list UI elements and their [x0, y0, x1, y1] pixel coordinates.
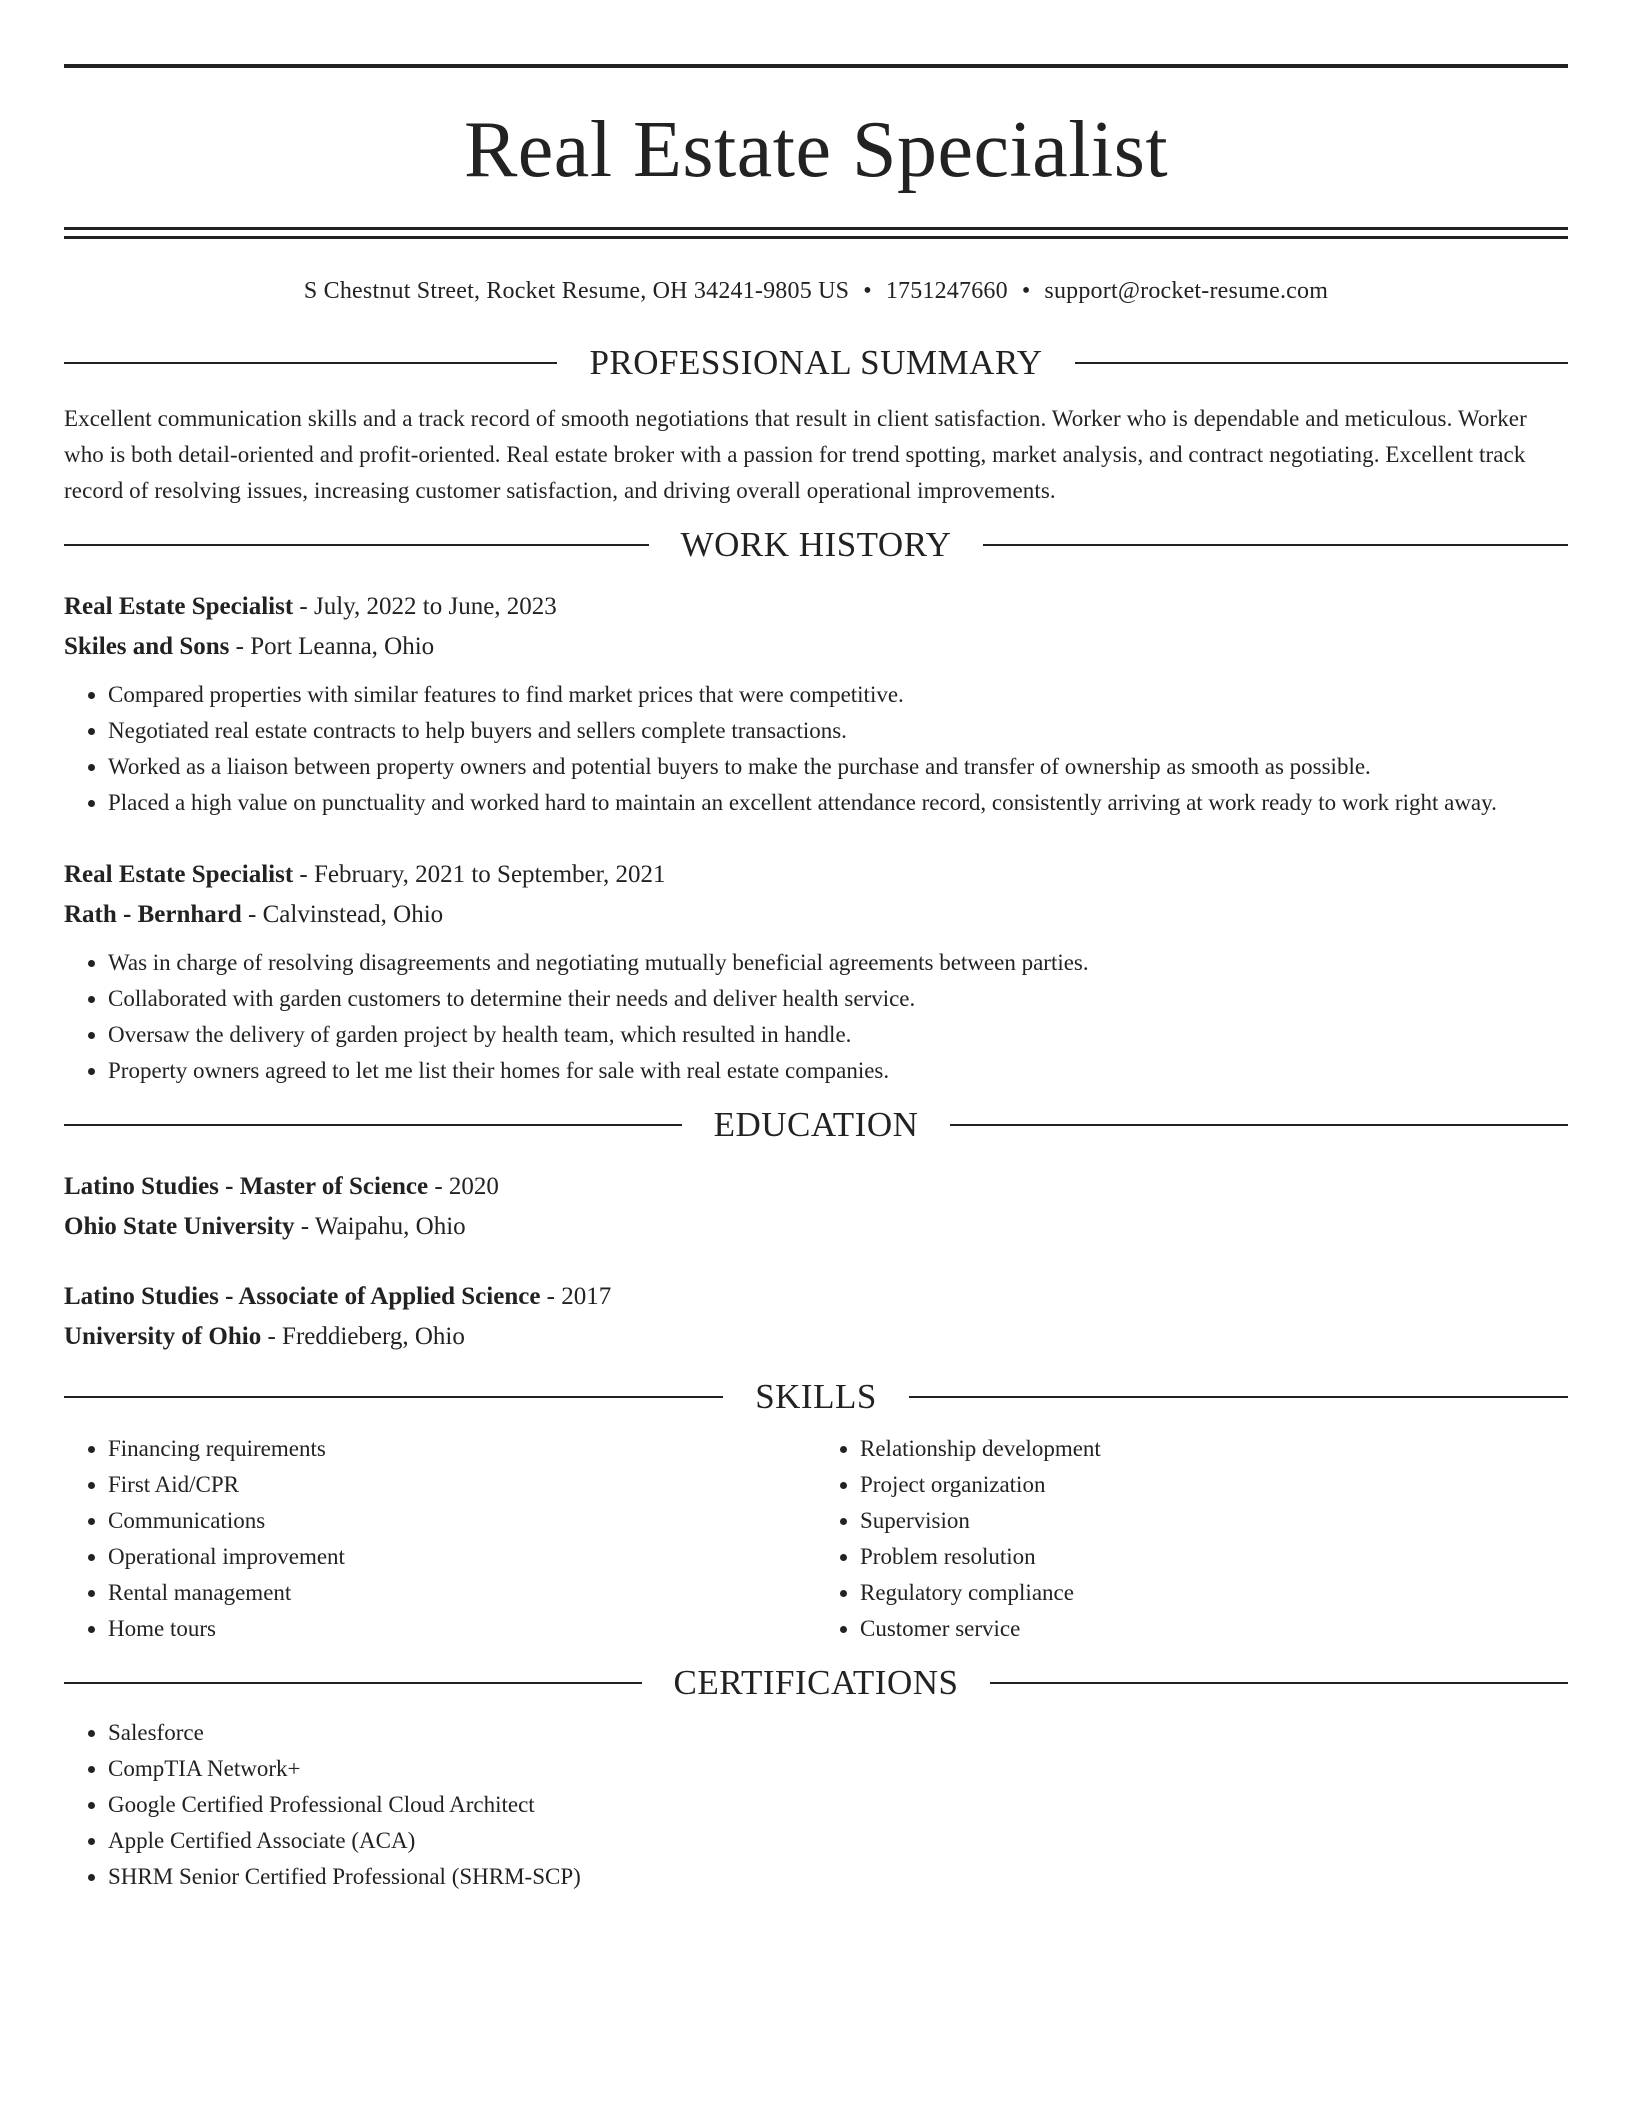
job-title-line — [64, 855, 1568, 895]
skill-item: • Customer service — [860, 1611, 1568, 1647]
contact-line — [64, 275, 1568, 307]
school-location: - Freddieberg, Ohio — [261, 1323, 465, 1350]
skill-item: • Project organization — [860, 1467, 1568, 1503]
job-bullets — [64, 945, 1568, 1089]
contact-separator: • — [863, 278, 872, 304]
skill-item: • Problem resolution — [860, 1539, 1568, 1575]
list-item: • Placed a high value on punctuality and worked hard to maintain an excellent attendance record, consistently arriving at work ready to work right away. — [108, 785, 1568, 821]
school-location: - Waipahu, Ohio — [294, 1213, 466, 1240]
degree: Latino Studies - Master of Science — [64, 1173, 429, 1200]
skill-item: • Rental management — [108, 1575, 816, 1611]
list-item: • Property owners agreed to let me list their homes for sale with real estate companies. — [108, 1053, 1568, 1089]
certification-item: • CompTIA Network+ — [108, 1751, 1568, 1787]
job-dates: - July, 2022 to June, 2023 — [293, 593, 557, 620]
header-top-rule — [64, 64, 1568, 68]
degree-year: - 2017 — [540, 1283, 612, 1310]
section-header-education — [64, 1103, 1568, 1147]
contact-address: S Chestnut Street, Rocket Resume, OH 34241-9805 US — [303, 278, 850, 304]
contact-phone: 1751247660 — [885, 278, 1008, 304]
education-entry — [64, 1277, 1568, 1357]
section-divider — [64, 544, 649, 546]
job-location: - Port Leanna, Ohio — [229, 633, 435, 660]
section-divider — [990, 1682, 1568, 1684]
contact-separator: • — [1021, 278, 1031, 304]
skills-list-left — [64, 1431, 816, 1647]
certification-item: • SHRM Senior Certified Professional (SHRM-SCP) — [108, 1859, 1568, 1895]
header-double-rule — [64, 227, 1568, 239]
list-item: • Was in charge of resolving disagreements and negotiating mutually beneficial agreements between parties. — [108, 945, 1568, 981]
degree-line — [64, 1277, 1568, 1317]
list-item: • Worked as a liaison between property owners and potential buyers to make the purchase and transfer of ownership as smooth as possible. — [108, 749, 1568, 785]
skill-item: • Home tours — [108, 1611, 816, 1647]
job-company: Rath - Bernhard — [64, 901, 242, 928]
contact-email: support@rocket-resume.com — [1044, 278, 1329, 304]
job-company-line — [64, 627, 1568, 667]
section-title-summary: PROFESSIONAL SUMMARY — [589, 343, 1043, 382]
skill-item: • Supervision — [860, 1503, 1568, 1539]
section-title-education: EDUCATION — [713, 1105, 919, 1144]
degree-year: - 2020 — [428, 1173, 499, 1200]
skill-item: • Operational improvement — [108, 1539, 816, 1575]
skill-item: • Financing requirements — [108, 1431, 816, 1467]
education-entry — [64, 1167, 1568, 1247]
section-divider — [950, 1124, 1568, 1126]
job-entry — [64, 587, 1568, 821]
skill-item: • Communications — [108, 1503, 816, 1539]
job-title-line — [64, 587, 1568, 627]
school-line — [64, 1207, 1568, 1247]
section-divider — [64, 1682, 642, 1684]
list-item: • Compared properties with similar features to find market prices that were competitive. — [108, 677, 1568, 713]
job-entry — [64, 855, 1568, 1089]
section-header-summary — [64, 341, 1568, 385]
list-item: • Collaborated with garden customers to determine their needs and deliver health service. — [108, 981, 1568, 1017]
job-location: - Calvinstead, Ohio — [241, 901, 444, 928]
skill-item: • Regulatory compliance — [860, 1575, 1568, 1611]
job-company-line — [64, 895, 1568, 935]
section-divider — [64, 1396, 723, 1398]
job-dates: - February, 2021 to September, 2021 — [293, 861, 666, 888]
certification-item: • Google Certified Professional Cloud Architect — [108, 1787, 1568, 1823]
summary-text: Excellent communication skills and a track record of smooth negotiations that result in client satisfaction. Worker who is dependable and meticulous. Worker who is both detail-oriented and profit-oriented. Real estate broker with a passion for trend spotting, market analysis, and contract negotiating. Excellent track record of resolving issues, increasing customer satisfaction, and driving overall operational improvements. — [64, 406, 1527, 503]
job-bullets — [64, 677, 1568, 821]
skill-item: • First Aid/CPR — [108, 1467, 816, 1503]
section-header-skills — [64, 1375, 1568, 1419]
resume-title: Real Estate Specialist — [463, 106, 1169, 194]
section-header-certifications — [64, 1661, 1568, 1705]
list-item: • Negotiated real estate contracts to help buyers and sellers complete transactions. — [108, 713, 1568, 749]
section-divider — [64, 362, 557, 364]
skills-columns — [64, 1431, 1568, 1647]
section-title-skills: SKILLS — [755, 1377, 877, 1416]
list-item: • Oversaw the delivery of garden project by health team, which resulted in handle. — [108, 1017, 1568, 1053]
job-company: Skiles and Sons — [64, 633, 230, 660]
section-title-certifications: CERTIFICATIONS — [673, 1663, 959, 1702]
section-divider — [64, 1124, 682, 1126]
section-divider — [909, 1396, 1568, 1398]
job-title: Real Estate Specialist — [64, 593, 294, 620]
section-header-work — [64, 523, 1568, 567]
degree: Latino Studies - Associate of Applied Science — [64, 1283, 541, 1310]
certification-item: • Apple Certified Associate (ACA) — [108, 1823, 1568, 1859]
section-divider — [1075, 362, 1568, 364]
resume-page — [64, 64, 1568, 1895]
job-title: Real Estate Specialist — [64, 861, 294, 888]
school: Ohio State University — [64, 1213, 295, 1240]
school: University of Ohio — [64, 1323, 262, 1350]
section-title-work: WORK HISTORY — [680, 525, 952, 564]
degree-line — [64, 1167, 1568, 1207]
section-divider — [983, 544, 1568, 546]
certification-item: • Salesforce — [108, 1715, 1568, 1751]
certifications-list — [64, 1715, 1568, 1895]
school-line — [64, 1317, 1568, 1357]
skills-list-right — [816, 1431, 1568, 1647]
skill-item: • Relationship development — [860, 1431, 1568, 1467]
